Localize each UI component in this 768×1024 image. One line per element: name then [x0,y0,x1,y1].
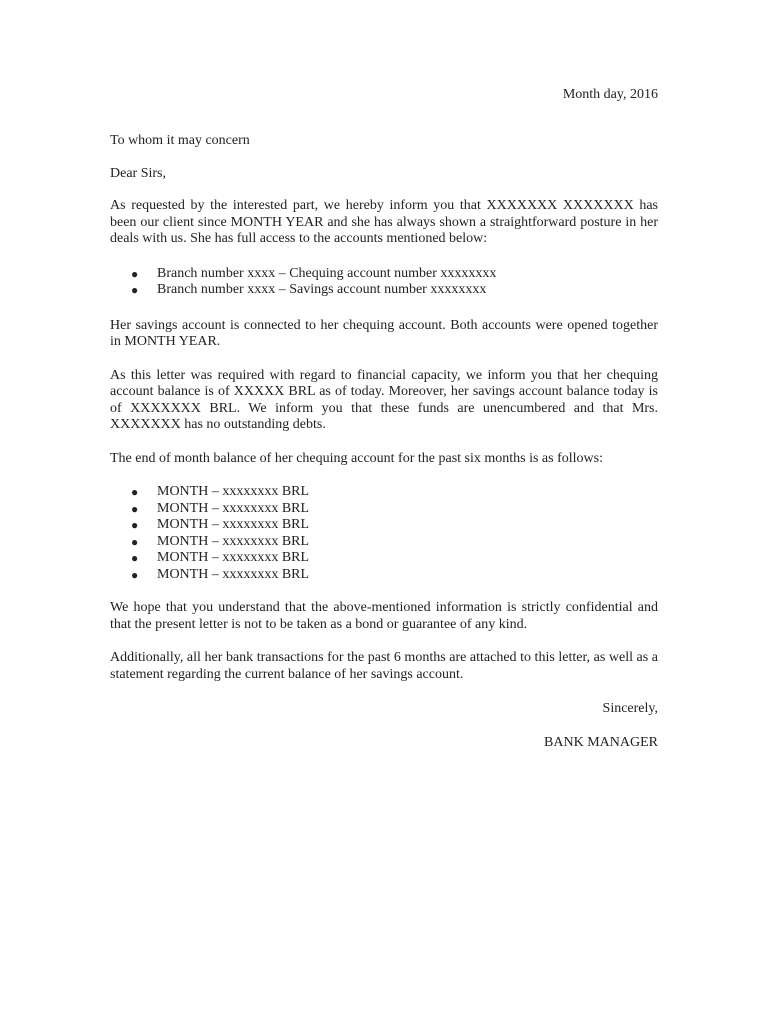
month-balance-label: MONTH – xxxxxxxx BRL [157,484,310,499]
greeting: Dear Sirs, [110,165,166,181]
letter-date: Month day, 2016 [562,87,658,102]
bullet-icon: ● [131,534,139,549]
balance-intro: The end of month balance of her chequing account for the past six months is as follows: [110,450,603,466]
list-item [110,534,658,551]
capacity-paragraph: As this letter was required with regard to financial capacity, we inform you that her chequing account balance is of XXXXX BRL as of today. Moreover, her savings account balance today is of XXXXXXX BRL. We inform you that these funds are unencumbered and that Mrs. XXXXXXX has no outstanding debts. [110,367,658,432]
list-item [110,266,658,283]
savings-paragraph: Her savings account is connected to her chequing account. Both accounts were opened together in MONTH YEAR. [110,317,658,349]
bullet-icon: ● [131,266,139,281]
recipient-line: To whom it may concern [110,133,250,148]
list-item [110,282,658,299]
account-item-label: Branch number xxxx – Savings account number xxxxxxxx [157,282,487,297]
bullet-icon: ● [131,501,139,516]
list-item [110,484,658,501]
bullet-icon: ● [131,283,139,297]
list-item [110,517,658,534]
month-balance-label: MONTH – xxxxxxxx BRL [157,533,310,549]
month-balance-label: MONTH – xxxxxxxx BRL [157,500,310,516]
monthly-balance-list [110,484,658,583]
list-item [110,567,658,584]
intro-paragraph: As requested by the interested part, we hereby inform you that XXXXXXX XXXXXXX has been our client since MONTH YEAR and she has always shown a straightforward posture in her deals with us. She has full access to the accounts mentioned below: [110,198,658,246]
bullet-icon: ● [131,567,139,582]
bullet-icon: ● [131,485,139,499]
bullet-icon: ● [131,551,139,565]
month-balance-label: MONTH – xxxxxxxx BRL [157,550,310,565]
closing-line: Sincerely, [602,701,658,716]
month-balance-label: MONTH – xxxxxxxx BRL [157,566,310,582]
letter-page [110,86,658,751]
bullet-icon: ● [131,518,139,532]
signature-line: BANK MANAGER [544,735,658,750]
account-item-label: Branch number xxxx – Chequing account number xxxxxxxx [157,265,497,281]
list-item [110,501,658,518]
list-item [110,550,658,567]
month-balance-label: MONTH – xxxxxxxx BRL [157,517,310,532]
attachments-paragraph: Additionally, all her bank transactions for the past 6 months are attached to this letter, as well as a statement regarding the current balance of her savings account. [110,650,658,682]
confidential-paragraph: We hope that you understand that the above-mentioned information is strictly confidential and that the present letter is not to be taken as a bond or guarantee of any kind. [110,600,658,632]
accounts-list [110,266,658,299]
